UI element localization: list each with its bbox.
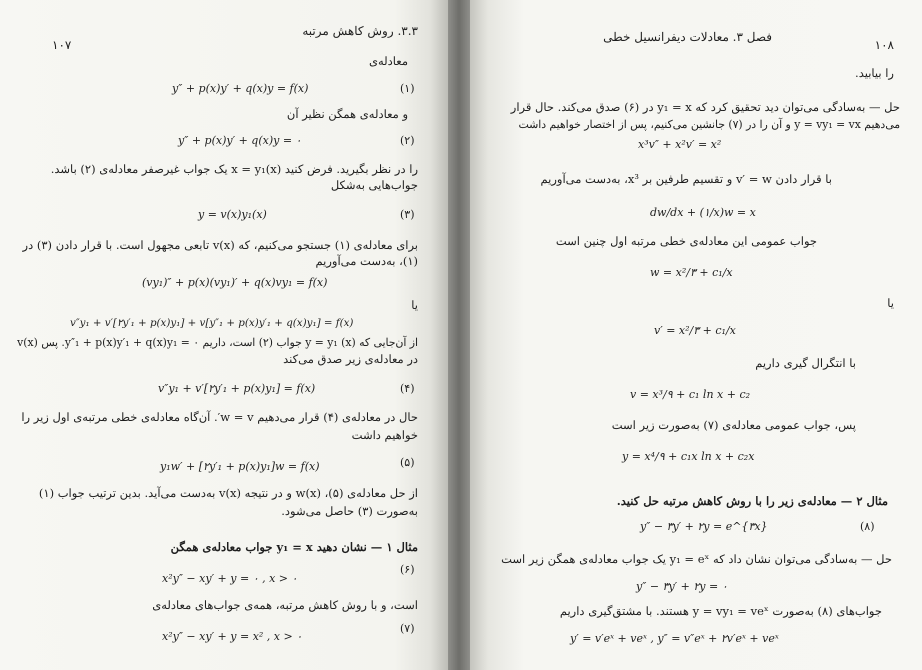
- text-line: از حل معادله‌ی (۵)، (x)w و در نتیجه v(x) به‌دست می‌آید. بدین ترتیب جواب (۱): [38, 486, 418, 500]
- right-page: [470, 0, 922, 670]
- left-running-header: ۳.۳. روش کاهش مرتبه: [302, 24, 418, 38]
- text-line: حل — به‌سادگی می‌توان دید تحقیق کرد که y₁ = x در (۶) صدق می‌کند. حال قرار: [510, 100, 900, 114]
- equation: y = v(x)y₁(x): [198, 208, 267, 221]
- left-page: [0, 0, 448, 670]
- equation: v = x³/۹ + c₁ ln x + c₂: [630, 388, 751, 401]
- text-line: پس، جواب عمومی معادله‌ی (۷) به‌صورت زیر است: [611, 418, 856, 432]
- text-line: است، و با روش کاهش مرتبه، همه‌ی جواب‌های معادله‌ی: [152, 598, 418, 612]
- text-line: جواب عمومی این معادله‌ی خطی مرتبه اول چنین است: [555, 234, 817, 248]
- text-line: جواب‌هایی به‌شکل: [330, 178, 418, 192]
- text-line: یا: [887, 296, 894, 310]
- equation: y₁w′ + [۲y′₁ + p(x)y₁]w = f(x): [160, 460, 320, 473]
- right-running-header: فصل ۳. معادلات دیفرانسیل خطی: [603, 30, 772, 44]
- text-line: حال در معادله‌ی (۴) قرار می‌دهیم w = v′. آن‌گاه معادله‌ی خطی مرتبه‌ی اول زیر را: [21, 410, 418, 424]
- text-line: را در نظر بگیرید. فرض کنید x = y₁(x) یک جواب غیرصفر معادله‌ی (۲) باشد.: [50, 162, 418, 176]
- equation: x²y″ − xy′ + y = x² , x > ۰: [162, 630, 303, 643]
- text-line: می‌دهیم y = vy₁ = vx و آن را در (۷) جانشین می‌کنیم، پس از اختصار خواهیم داشت: [518, 118, 900, 131]
- text-line: حل — به‌سادگی می‌توان نشان داد که y₁ = eˣ یک جواب معادله‌ی همگن زیر است: [501, 552, 892, 566]
- equation: x²y″ − xy′ + y = ۰ , x > ۰: [162, 572, 298, 585]
- equation-number: (۶): [400, 563, 415, 576]
- equation: v′ = x²/۳ + c₁/x: [654, 324, 736, 337]
- equation: y″ + p(x)y′ + q(x)y = f(x): [172, 82, 309, 95]
- equation: y′ = v′eˣ + veˣ , y″ = v″eˣ + ۲v′eˣ + veˣ: [570, 632, 779, 645]
- text-line: جواب‌های (۸) به‌صورت y = vy₁ = veˣ هستند. با مشتق‌گیری داریم: [559, 604, 882, 618]
- left-page-number: ۱۰۷: [52, 38, 72, 52]
- example-heading: مثال ۲ — معادله‌ی زیر را با روش کاهش مرتبه حل کنید.: [616, 494, 888, 508]
- equation: v″y₁ + v′[۲y′₁ + p(x)y₁] + v[y″₁ + p(x)y′₁ + q(x)y₁] = f(x): [70, 317, 354, 329]
- equation-number: (۸): [860, 520, 875, 533]
- text-line: برای معادله‌ی (۱) جستجو می‌کنیم، که v(x) تابعی مجهول است. با قرار دادن (۳) در: [22, 238, 418, 252]
- equation-number: (۳): [400, 208, 415, 221]
- example-heading: مثال ۱ — نشان دهید y₁ = x جواب معادله‌ی همگن: [170, 540, 418, 554]
- text-line: (۱)، به‌دست می‌آوریم: [315, 254, 418, 268]
- equation: dw/dx + (۱/x)w = x: [650, 206, 756, 219]
- equation: y″ − ۳y′ + ۲y = e^{۳x}: [640, 520, 768, 533]
- text-line: در معادله‌ی زیر صدق می‌کند: [283, 352, 418, 366]
- text-line: خواهیم داشت: [351, 428, 418, 442]
- equation: w = x²/۳ + c₁/x: [650, 266, 733, 279]
- text-line: به‌صورت (۳) حاصل می‌شود.: [281, 504, 418, 518]
- text-line: با قرار دادن v′ = w و تقسیم طرفین بر x³، به‌دست می‌آوریم: [540, 172, 832, 186]
- book-gutter: [448, 0, 470, 670]
- right-page-number: ۱۰۸: [874, 38, 894, 52]
- text-line: یا: [411, 298, 418, 312]
- equation-number: (۲): [400, 134, 415, 147]
- text-line: معادله‌ی: [368, 54, 408, 68]
- equation: x³v″ + x²v′ = x²: [638, 138, 722, 151]
- equation-number: (۴): [400, 382, 415, 395]
- text-line: با انتگرال گیری داریم: [755, 356, 856, 370]
- text-line: و معادله‌ی همگن نظیر آن: [286, 107, 408, 121]
- equation: y″ − ۳y′ + ۲y = ۰: [636, 580, 728, 593]
- equation: v″y₁ + v′[۲y′₁ + p(x)y₁] = f(x): [158, 382, 316, 395]
- equation-number: (۱): [400, 82, 415, 95]
- equation: (vy₁)″ + p(x)(vy₁)′ + q(x)vy₁ = f(x): [142, 276, 328, 289]
- text-line: را بیابید.: [855, 66, 894, 80]
- equation: y = x⁴/۹ + c₁x ln x + c₂x: [622, 450, 755, 463]
- equation: y″ + p(x)y′ + q(x)y = ۰: [178, 134, 302, 147]
- text-line: از آن‌جایی که (x) y = y₁ جواب (۲) است، داریم ۰ = y″₁ + p(x)y′₁ + q(x)y₁. پس v(x): [17, 336, 418, 349]
- equation-number: (۷): [400, 622, 415, 635]
- equation-number: (۵): [400, 456, 415, 469]
